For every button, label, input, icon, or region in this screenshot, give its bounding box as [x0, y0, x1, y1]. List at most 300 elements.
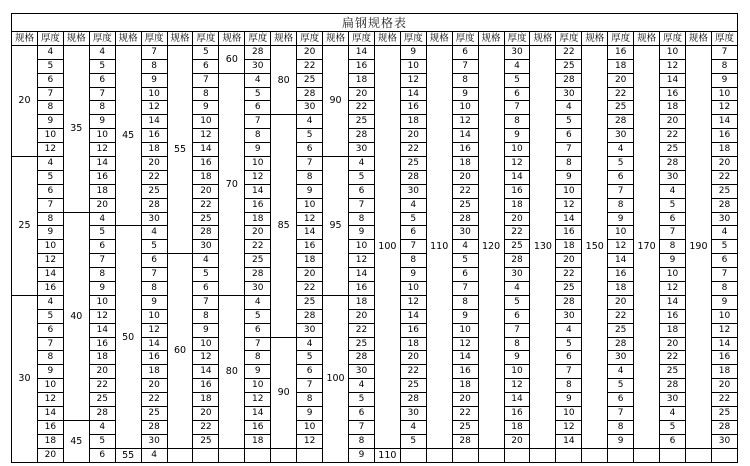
thickness-cell: 10	[504, 365, 530, 379]
thickness-cell: 5	[193, 268, 219, 282]
spec-cell: 95	[323, 157, 349, 296]
thickness-cell: 8	[660, 240, 686, 254]
thickness-cell: 14	[452, 129, 478, 143]
thickness-cell: 12	[556, 420, 582, 434]
spec-cell	[478, 448, 504, 462]
thickness-cell: 12	[400, 73, 426, 87]
thickness-cell: 30	[348, 143, 374, 157]
thickness-cell: 16	[711, 129, 737, 143]
thickness-cell: 8	[37, 212, 63, 226]
thickness-cell: 5	[89, 434, 115, 448]
thickness-cell: 9	[89, 115, 115, 129]
thickness-cell: 30	[348, 365, 374, 379]
thickness-cell: 20	[711, 379, 737, 393]
thickness-cell: 12	[452, 115, 478, 129]
thickness-cell: 6	[504, 309, 530, 323]
thickness-cell: 8	[400, 254, 426, 268]
thickness-cell: 10	[660, 268, 686, 282]
thickness-cell: 12	[193, 351, 219, 365]
header-thickness: 厚度	[245, 32, 271, 46]
spec-cell: 60	[219, 45, 245, 73]
thickness-cell: 4	[660, 407, 686, 421]
thickness-cell: 7	[89, 87, 115, 101]
thickness-cell: 9	[608, 434, 634, 448]
thickness-cell: 6	[89, 73, 115, 87]
thickness-cell: 9	[193, 101, 219, 115]
thickness-cell: 10	[556, 407, 582, 421]
spec-cell: 25	[12, 157, 38, 296]
thickness-cell: 4	[141, 226, 167, 240]
table-row	[12, 45, 738, 59]
thickness-cell: 22	[245, 240, 271, 254]
thickness-cell: 25	[297, 73, 323, 87]
thickness-cell: 16	[660, 309, 686, 323]
spec-cell	[634, 448, 660, 462]
thickness-cell: 25	[400, 157, 426, 171]
thickness-cell: 4	[37, 157, 63, 171]
header-thickness: 厚度	[608, 32, 634, 46]
thickness-cell: 12	[504, 379, 530, 393]
thickness-cell: 4	[608, 365, 634, 379]
thickness-cell: 6	[193, 59, 219, 73]
thickness-cell: 5	[297, 129, 323, 143]
thickness-cell: 16	[504, 407, 530, 421]
thickness-cell: 18	[193, 170, 219, 184]
thickness-cell: 10	[245, 157, 271, 171]
thickness-cell: 28	[348, 351, 374, 365]
thickness-cell: 9	[245, 365, 271, 379]
thickness-cell: 12	[37, 393, 63, 407]
thickness-cell: 7	[608, 184, 634, 198]
thickness-cell: 12	[608, 240, 634, 254]
thickness-cell: 9	[452, 309, 478, 323]
thickness-cell: 14	[297, 226, 323, 240]
thickness-cell: 20	[608, 73, 634, 87]
thickness-cell: 6	[37, 73, 63, 87]
thickness-cell: 6	[37, 323, 63, 337]
thickness-cell: 6	[660, 212, 686, 226]
thickness-cell: 16	[348, 282, 374, 296]
thickness-cell: 10	[660, 45, 686, 59]
spec-cell: 30	[12, 295, 38, 462]
header-spec: 规格	[167, 32, 193, 46]
thickness-cell: 30	[504, 45, 530, 59]
thickness-cell: 10	[193, 115, 219, 129]
thickness-cell: 30	[556, 309, 582, 323]
header-thickness: 厚度	[711, 32, 737, 46]
thickness-cell: 12	[37, 254, 63, 268]
thickness-cell	[400, 448, 426, 462]
thickness-cell: 10	[89, 295, 115, 309]
thickness-cell: 28	[556, 73, 582, 87]
thickness-cell: 8	[452, 295, 478, 309]
spec-cell: 85	[271, 115, 297, 337]
thickness-cell: 20	[297, 268, 323, 282]
thickness-cell: 5	[660, 420, 686, 434]
thickness-cell: 8	[711, 282, 737, 296]
thickness-cell: 12	[245, 170, 271, 184]
thickness-cell: 28	[608, 337, 634, 351]
thickness-cell: 28	[452, 212, 478, 226]
thickness-cell: 16	[452, 365, 478, 379]
thickness-cell: 5	[400, 434, 426, 448]
thickness-cell: 9	[400, 45, 426, 59]
spec-cell: 55	[167, 45, 193, 253]
spec-cell	[530, 448, 556, 462]
thickness-cell: 8	[348, 212, 374, 226]
thickness-cell: 30	[297, 323, 323, 337]
thickness-cell: 6	[297, 365, 323, 379]
thickness-cell: 28	[400, 170, 426, 184]
thickness-cell: 8	[348, 434, 374, 448]
thickness-cell: 7	[556, 365, 582, 379]
thickness-cell: 8	[297, 393, 323, 407]
thickness-cell: 18	[660, 101, 686, 115]
thickness-cell: 18	[504, 420, 530, 434]
thickness-cell: 10	[245, 379, 271, 393]
header-thickness: 厚度	[556, 32, 582, 46]
header-spec: 规格	[115, 32, 141, 46]
header-spec: 规格	[478, 32, 504, 46]
header-spec: 规格	[634, 32, 660, 46]
thickness-cell: 20	[400, 129, 426, 143]
thickness-cell: 9	[37, 226, 63, 240]
thickness-cell	[711, 448, 737, 462]
thickness-cell: 18	[89, 184, 115, 198]
thickness-cell: 30	[452, 226, 478, 240]
thickness-cell: 18	[193, 393, 219, 407]
thickness-cell: 9	[556, 170, 582, 184]
thickness-cell: 20	[348, 87, 374, 101]
thickness-cell: 12	[711, 101, 737, 115]
thickness-cell: 20	[89, 365, 115, 379]
thickness-cell: 5	[37, 59, 63, 73]
thickness-cell: 7	[348, 198, 374, 212]
thickness-cell: 28	[556, 295, 582, 309]
title-text: 扁钢规格表	[341, 16, 407, 30]
thickness-cell: 10	[348, 240, 374, 254]
thickness-cell: 8	[245, 351, 271, 365]
thickness-cell: 12	[141, 101, 167, 115]
thickness-cell: 9	[400, 268, 426, 282]
thickness-cell: 18	[37, 434, 63, 448]
header-spec: 规格	[323, 32, 349, 46]
thickness-cell: 5	[556, 115, 582, 129]
thickness-cell: 7	[141, 45, 167, 59]
thickness-cell: 22	[141, 170, 167, 184]
thickness-cell: 4	[193, 254, 219, 268]
spec-cell: 80	[219, 295, 245, 448]
thickness-cell: 20	[556, 254, 582, 268]
thickness-cell: 9	[711, 73, 737, 87]
thickness-cell: 30	[400, 184, 426, 198]
thickness-cell	[452, 448, 478, 462]
thickness-cell: 25	[660, 365, 686, 379]
thickness-cell: 7	[556, 143, 582, 157]
thickness-cell: 5	[141, 240, 167, 254]
thickness-cell: 4	[400, 198, 426, 212]
thickness-cell: 7	[245, 115, 271, 129]
thickness-cell: 7	[297, 379, 323, 393]
thickness-cell: 22	[556, 45, 582, 59]
thickness-cell: 6	[556, 129, 582, 143]
thickness-cell: 28	[711, 198, 737, 212]
thickness-cell: 7	[245, 337, 271, 351]
thickness-cell: 20	[504, 434, 530, 448]
thickness-cell: 6	[297, 143, 323, 157]
thickness-cell: 16	[141, 129, 167, 143]
thickness-cell: 7	[193, 295, 219, 309]
thickness-cell: 20	[452, 170, 478, 184]
thickness-cell: 8	[608, 420, 634, 434]
thickness-cell: 14	[89, 323, 115, 337]
thickness-cell: 4	[37, 45, 63, 59]
thickness-cell: 14	[608, 254, 634, 268]
thickness-cell: 10	[400, 282, 426, 296]
table-title	[11, 13, 738, 31]
thickness-cell: 5	[660, 198, 686, 212]
thickness-cell: 8	[504, 115, 530, 129]
thickness-cell: 10	[452, 323, 478, 337]
thickness-cell: 4	[245, 295, 271, 309]
thickness-cell: 25	[711, 184, 737, 198]
thickness-cell: 5	[348, 393, 374, 407]
spec-cell	[426, 448, 452, 462]
thickness-cell: 14	[245, 184, 271, 198]
thickness-cell: 22	[297, 282, 323, 296]
thickness-cell: 16	[297, 240, 323, 254]
thickness-cell: 9	[452, 87, 478, 101]
thickness-cell: 25	[245, 254, 271, 268]
thickness-cell: 7	[660, 226, 686, 240]
spec-cell: 45	[115, 45, 141, 226]
thickness-cell: 28	[89, 407, 115, 421]
thickness-cell: 14	[348, 268, 374, 282]
thickness-cell: 18	[608, 59, 634, 73]
thickness-cell: 8	[89, 268, 115, 282]
thickness-cell: 20	[504, 212, 530, 226]
thickness-cell	[297, 448, 323, 462]
thickness-cell: 7	[297, 157, 323, 171]
thickness-cell: 14	[348, 45, 374, 59]
thickness-cell: 6	[348, 184, 374, 198]
thickness-cell: 18	[141, 365, 167, 379]
thickness-cell: 9	[556, 393, 582, 407]
thickness-cell: 22	[400, 143, 426, 157]
spec-cell	[219, 448, 245, 462]
thickness-cell: 4	[400, 420, 426, 434]
thickness-cell	[660, 448, 686, 462]
thickness-cell: 4	[141, 448, 167, 462]
thickness-cell: 16	[608, 45, 634, 59]
thickness-cell: 4	[608, 143, 634, 157]
thickness-cell: 4	[297, 115, 323, 129]
thickness-cell: 7	[400, 240, 426, 254]
table-row	[12, 448, 738, 462]
thickness-cell: 22	[89, 379, 115, 393]
thickness-cell: 6	[245, 323, 271, 337]
thickness-cell	[193, 448, 219, 462]
header-thickness: 厚度	[193, 32, 219, 46]
thickness-cell: 22	[348, 323, 374, 337]
spec-cell: 90	[271, 337, 297, 448]
thickness-cell: 6	[89, 240, 115, 254]
spec-cell: 100	[374, 45, 400, 448]
thickness-cell: 5	[37, 170, 63, 184]
thickness-cell: 14	[556, 434, 582, 448]
thickness-cell: 14	[193, 365, 219, 379]
thickness-cell: 16	[711, 351, 737, 365]
thickness-cell: 4	[556, 101, 582, 115]
thickness-cell: 30	[297, 101, 323, 115]
thickness-cell: 7	[452, 282, 478, 296]
thickness-cell: 30	[660, 170, 686, 184]
thickness-cell: 6	[141, 254, 167, 268]
thickness-cell: 25	[660, 143, 686, 157]
spec-cell: 35	[63, 45, 89, 212]
thickness-cell: 9	[711, 295, 737, 309]
thickness-cell: 10	[89, 129, 115, 143]
thickness-cell: 22	[504, 226, 530, 240]
header-spec: 规格	[582, 32, 608, 46]
spec-cell: 150	[582, 45, 608, 448]
thickness-cell: 25	[504, 240, 530, 254]
thickness-cell: 18	[452, 157, 478, 171]
thickness-cell: 12	[89, 309, 115, 323]
thickness-cell: 7	[37, 337, 63, 351]
thickness-cell: 28	[193, 226, 219, 240]
thickness-cell: 25	[348, 337, 374, 351]
header-spec: 规格	[530, 32, 556, 46]
thickness-cell: 10	[452, 101, 478, 115]
thickness-cell: 7	[504, 323, 530, 337]
thickness-cell: 9	[37, 115, 63, 129]
thickness-cell: 20	[193, 407, 219, 421]
thickness-cell: 12	[400, 295, 426, 309]
thickness-cell: 8	[711, 59, 737, 73]
thickness-cell: 25	[193, 434, 219, 448]
thickness-cell: 30	[245, 59, 271, 73]
spec-sheet	[11, 13, 738, 463]
thickness-cell: 30	[711, 434, 737, 448]
thickness-cell: 9	[89, 282, 115, 296]
thickness-cell: 28	[348, 129, 374, 143]
thickness-cell: 16	[193, 379, 219, 393]
thickness-cell: 8	[556, 379, 582, 393]
thickness-cell: 4	[297, 337, 323, 351]
thickness-cell: 16	[193, 157, 219, 171]
thickness-cell: 9	[141, 73, 167, 87]
thickness-cell: 8	[193, 309, 219, 323]
thickness-cell: 18	[400, 115, 426, 129]
thickness-cell: 14	[89, 157, 115, 171]
thickness-cell: 6	[89, 448, 115, 462]
thickness-cell: 22	[452, 184, 478, 198]
thickness-cell: 12	[297, 434, 323, 448]
thickness-cell: 14	[504, 170, 530, 184]
thickness-cell: 14	[37, 268, 63, 282]
thickness-cell: 7	[193, 73, 219, 87]
thickness-cell: 28	[297, 309, 323, 323]
thickness-cell: 8	[37, 351, 63, 365]
thickness-cell: 4	[89, 212, 115, 226]
thickness-cell: 8	[452, 73, 478, 87]
thickness-cell: 6	[608, 393, 634, 407]
thickness-cell: 12	[37, 143, 63, 157]
thickness-cell: 16	[37, 282, 63, 296]
thickness-cell: 8	[37, 101, 63, 115]
thickness-cell: 30	[556, 87, 582, 101]
thickness-cell: 10	[504, 143, 530, 157]
thickness-cell: 9	[608, 212, 634, 226]
thickness-cell: 20	[141, 379, 167, 393]
thickness-cell: 18	[89, 351, 115, 365]
spec-cell: 80	[271, 45, 297, 114]
thickness-cell: 8	[193, 87, 219, 101]
spec-table	[11, 31, 738, 463]
header-thickness: 厚度	[89, 32, 115, 46]
spec-cell	[685, 448, 711, 462]
thickness-cell: 16	[452, 143, 478, 157]
thickness-cell: 25	[141, 407, 167, 421]
thickness-cell: 20	[193, 184, 219, 198]
thickness-cell: 9	[348, 448, 374, 462]
thickness-cell: 12	[711, 323, 737, 337]
spec-cell: 100	[323, 295, 349, 462]
thickness-cell: 20	[245, 226, 271, 240]
thickness-cell: 18	[141, 143, 167, 157]
thickness-cell: 16	[400, 101, 426, 115]
thickness-cell: 28	[660, 379, 686, 393]
thickness-cell	[556, 448, 582, 462]
thickness-cell: 7	[711, 45, 737, 59]
thickness-cell: 22	[660, 351, 686, 365]
spec-cell: 20	[12, 45, 38, 156]
thickness-cell: 6	[452, 45, 478, 59]
thickness-cell: 20	[297, 45, 323, 59]
thickness-cell: 5	[452, 254, 478, 268]
spec-cell: 110	[374, 448, 400, 462]
thickness-cell: 8	[141, 59, 167, 73]
thickness-cell: 28	[504, 254, 530, 268]
thickness-cell: 18	[452, 379, 478, 393]
thickness-cell: 22	[711, 393, 737, 407]
thickness-cell: 8	[245, 129, 271, 143]
thickness-cell: 7	[504, 101, 530, 115]
thickness-cell: 10	[556, 184, 582, 198]
thickness-cell: 18	[556, 240, 582, 254]
thickness-cell: 16	[141, 351, 167, 365]
thickness-cell: 8	[608, 198, 634, 212]
thickness-cell: 10	[400, 59, 426, 73]
thickness-cell: 12	[245, 393, 271, 407]
spec-cell	[271, 448, 297, 462]
thickness-cell: 10	[37, 379, 63, 393]
thickness-cell: 10	[711, 309, 737, 323]
thickness-cell: 7	[608, 407, 634, 421]
thickness-cell: 22	[297, 59, 323, 73]
thickness-cell: 22	[556, 268, 582, 282]
thickness-cell: 28	[400, 393, 426, 407]
thickness-cell: 5	[711, 240, 737, 254]
thickness-cell: 4	[660, 184, 686, 198]
thickness-cell: 9	[141, 295, 167, 309]
thickness-cell: 14	[400, 87, 426, 101]
thickness-cell: 14	[452, 351, 478, 365]
thickness-cell: 12	[504, 157, 530, 171]
thickness-cell: 9	[297, 184, 323, 198]
thickness-cell: 30	[660, 393, 686, 407]
